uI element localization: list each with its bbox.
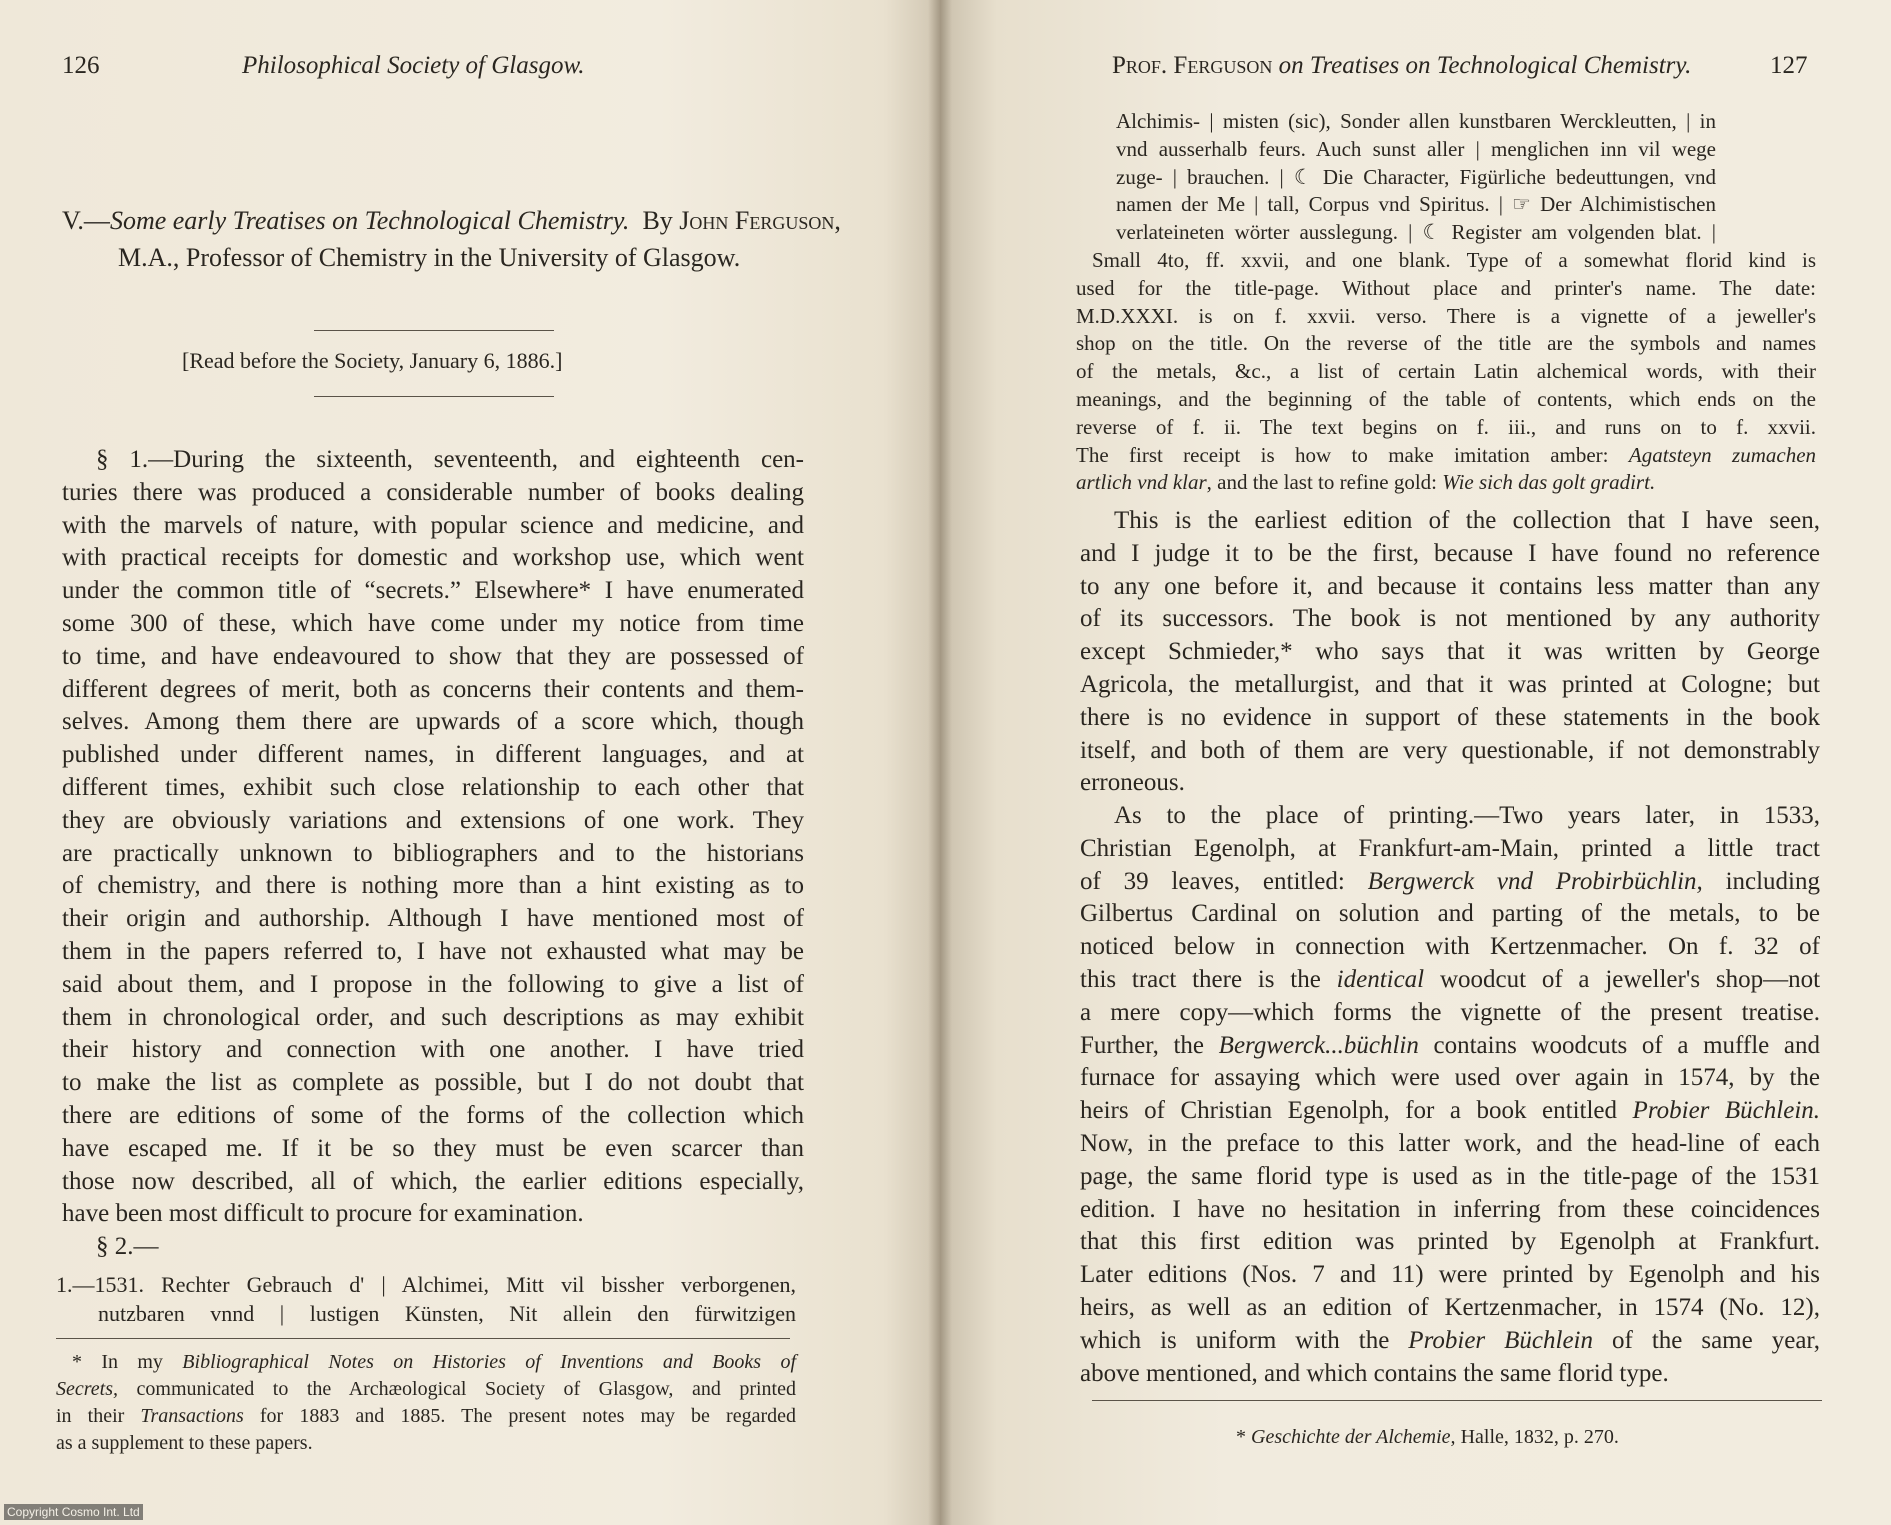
description-line: of the metals, &c., a list of certain Latin alchemical words, with their [1076,359,1816,384]
description-line: used for the title-page. Without place and printer's name. The date: [1076,275,1816,300]
article-title: Some early Treatises on Technological Chemistry. [109,206,630,235]
description-line: artlich vnd klar, and the last to refine gold: Wie sich das golt gradirt. [1076,470,1656,495]
body-line: heirs of Christian Egenolph, for a book entitled Probier Büchlein. [1080,1097,1821,1125]
body-line: noticed below in connection with Kertzenmacher. On f. 32 of [1080,933,1820,961]
footnote-line: * Geschichte der Alchemie, Halle, 1832, p. 270. [1236,1426,1619,1448]
body-line: selves. Among them there are upwards of a score which, though [62,708,804,736]
paragraph-place-of-printing [1080,800,1820,1390]
body-line: that this first edition was printed by Egenolph at Frankfurt. [1080,1228,1820,1256]
copyright-watermark: Copyright Cosmo Int. Ltd [4,1504,143,1520]
footnote-right [1236,1424,1796,1451]
footnote-rule-left [56,1338,790,1339]
section-1-paragraph [62,444,804,1264]
body-line: their history and connection with one another. I have tried [62,1036,804,1064]
footnote-line: Secrets, communicated to the Archæological Society of Glasgow, and printed [56,1378,796,1400]
body-line: of its successors. The book is not mentioned by any authority [1080,605,1820,633]
footnote-line: as a supplement to these papers. [56,1432,313,1454]
body-line: have escaped me. If it be so they must be even scarcer than [62,1134,804,1162]
body-line: different degrees of merit, both as concerns their contents and them- [62,675,804,703]
author-affiliation: , M.A., Professor of Chemistry in the University [118,206,841,272]
body-line: them in chronological order, and such descriptions as may exhibit [62,1003,804,1031]
entry-line: namen der Me | tall, Corpus vnd Spiritus. | ☞ Der Alchimistischen [1116,192,1716,217]
author-first-name: John [679,206,729,235]
body-line: Christian Egenolph, at Frankfurt-am-Main, printed a little tract [1080,834,1820,862]
body-line: are practically unknown to bibliographers and to the historians [62,839,804,867]
book-gutter [928,0,952,1525]
running-title-right: Prof. Ferguson on Treatises on Technological Chemistry. [1112,52,1692,79]
entry-line: Alchimis- | misten (sic), Sonder allen kunstbaren Wercklеutten, | in [1116,109,1716,133]
body-line: to time, and have endeavoured to show that they are possessed of [62,642,804,670]
body-line: edition. I have no hesitation in inferring from these coincidences [1080,1195,1820,1223]
body-line: which is uniform with the Probier Büchlein of the same year, [1080,1326,1820,1354]
author-last-name: Ferguson [734,206,835,235]
footnote-line: in their Transactions for 1883 and 1885. The present notes may be regarded [56,1405,796,1427]
page-number-right: 127 [1770,52,1808,79]
body-line: with the marvels of nature, with popular science and medicine, and [62,511,804,539]
body-line: they are obviously variations and extensions of one work. They [62,806,804,834]
entry-line: 1.—1531. Rechter Gebrauch d' | Alchimei, Mitt vil bissher verborgenen, [56,1272,796,1297]
left-page [0,0,940,1525]
body-line: itself, and both of them are very questionable, if not demonstrably [1080,736,1820,764]
body-line: of 39 leaves, entitled: Bergwerck vnd Probirbüchlin, including [1080,867,1820,895]
article-number: V.— [62,206,110,235]
paragraph-earliest-edition [1080,505,1820,800]
running-title-left: Philosophical Society of Glasgow. [242,52,585,79]
body-line: there is no evidence in support of these statements in the book [1080,703,1820,731]
body-line: page, the same florid type is used as in the title-page of the 1531 [1080,1162,1820,1190]
entry-1531-continued [1116,108,1716,247]
description-line: meanings, and the beginning of the table of contents, which ends on the [1076,386,1816,411]
body-line: turies there was produced a considerable number of books dealing [62,478,804,506]
description-line: shop on the title. On the reverse of the title are the symbols and names [1076,331,1816,356]
entry-description [1076,247,1816,497]
entry-1531 [56,1270,796,1328]
body-line: a mere copy—which forms the vignette of the present treatise. [1080,998,1820,1026]
body-line: those now described, all of which, the earlier editions especially, [62,1167,804,1195]
description-line: The first receipt is how to make imitation amber: Agatsteyn zumachen [1076,442,1817,467]
read-before-note: [Read before the Society, January 6, 1886.] [182,348,563,373]
body-line: said about them, and I propose in the following to give a list of [62,970,804,998]
body-line: Agricola, the metallurgist, and that it was printed at Cologne; but [1080,670,1820,698]
body-line: some 300 of these, which have come under my notice from time [62,609,804,637]
author-affiliation-end: of Glasgow. [614,243,741,272]
body-line: Gilbertus Cardinal on solution and parting of the metals, to be [1080,900,1820,928]
article-heading [62,202,860,276]
body-line: furnace for assaying which were used over again in 1574, by the [1080,1064,1820,1092]
body-line: Now, in the preface to this latter work, and the head-line of each [1080,1129,1820,1157]
body-line: of chemistry, and there is nothing more than a hint existing as to [62,872,804,900]
footnote-line: * In my Bibliographical Notes on Histories of Inventions and Books of [72,1351,797,1373]
body-line: heirs, as well as an edition of Kertzenmacher, in 1574 (No. 12), [1080,1293,1820,1321]
entry-line: nutzbaren vnnd | lustigen Künsten, Nit allein den fürwitzigen [98,1301,796,1326]
body-line: This is the earliest edition of the collection that I have seen, [1114,507,1820,534]
body-line: this tract there is the identical woodcut of a jeweller's shop—not [1080,965,1821,993]
body-line: with practical receipts for domestic and workshop use, which went [62,544,804,572]
heading-rule-top [314,330,554,331]
description-line: M.D.XXXI. is on f. xxvii. verso. There is a vignette of a jeweller's [1076,303,1816,328]
byline-by: By [642,206,673,235]
body-line: Further, the Bergwerck...büchlin contains woodcuts of a muffle and [1080,1031,1821,1059]
body-line: As to the place of printing.—Two years later, in 1533, [1114,802,1820,829]
description-line: Small 4to, ff. xxvii, and one blank. Type of a somewhat florid kind is [1092,248,1816,272]
body-line: to any one before it, and because it contains less matter than any [1080,572,1820,600]
entry-line: verlateineten wörter ausslegung. | ☾ Register am volgenden blat. | [1116,220,1716,245]
heading-rule-bottom [314,396,554,397]
footnote-left [56,1349,796,1457]
footnote-rule-right [1092,1400,1822,1401]
body-line: and I judge it to be the first, because I have found no reference [1080,539,1820,567]
body-line: except Schmieder,* who says that it was written by George [1080,638,1820,666]
entry-line: vnd ausserhalb feurs. Auch sunst aller | menglichen inn vil wege [1116,136,1716,161]
section-2-heading: § 2.— [96,1233,159,1261]
description-line: reverse of f. ii. The text begins on f. iii., and runs on to f. xxvii. [1076,414,1816,439]
body-line: have been most difficult to procure for examination. [62,1200,584,1228]
body-line: them in the papers referred to, I have not exhausted what may be [62,937,804,965]
body-line: to make the list as complete as possible, but I do not doubt that [62,1069,804,1097]
entry-line: zuge- | brauchen. | ☾ Die Character, Figürliche bedeuttungen, vnd [1116,164,1716,189]
body-line: Later editions (Nos. 7 and 11) were printed by Egenolph and his [1080,1261,1820,1289]
body-line: different times, exhibit such close relationship to each other that [62,773,804,801]
right-page [940,0,1891,1525]
body-line: under the common title of “secrets.” Elsewhere* I have enumerated [62,577,804,605]
body-line: their origin and authorship. Although I have mentioned most of [62,905,804,933]
body-line: published under different names, in different languages, and at [62,741,804,769]
body-line: § 1.—During the sixteenth, seventeenth, and eighteenth cen- [96,446,804,473]
body-line: above mentioned, and which contains the same florid type. [1080,1359,1669,1387]
body-line: there are editions of some of the forms of the collection which [62,1101,804,1129]
body-line: erroneous. [1080,769,1185,797]
page-number-left: 126 [62,52,100,79]
